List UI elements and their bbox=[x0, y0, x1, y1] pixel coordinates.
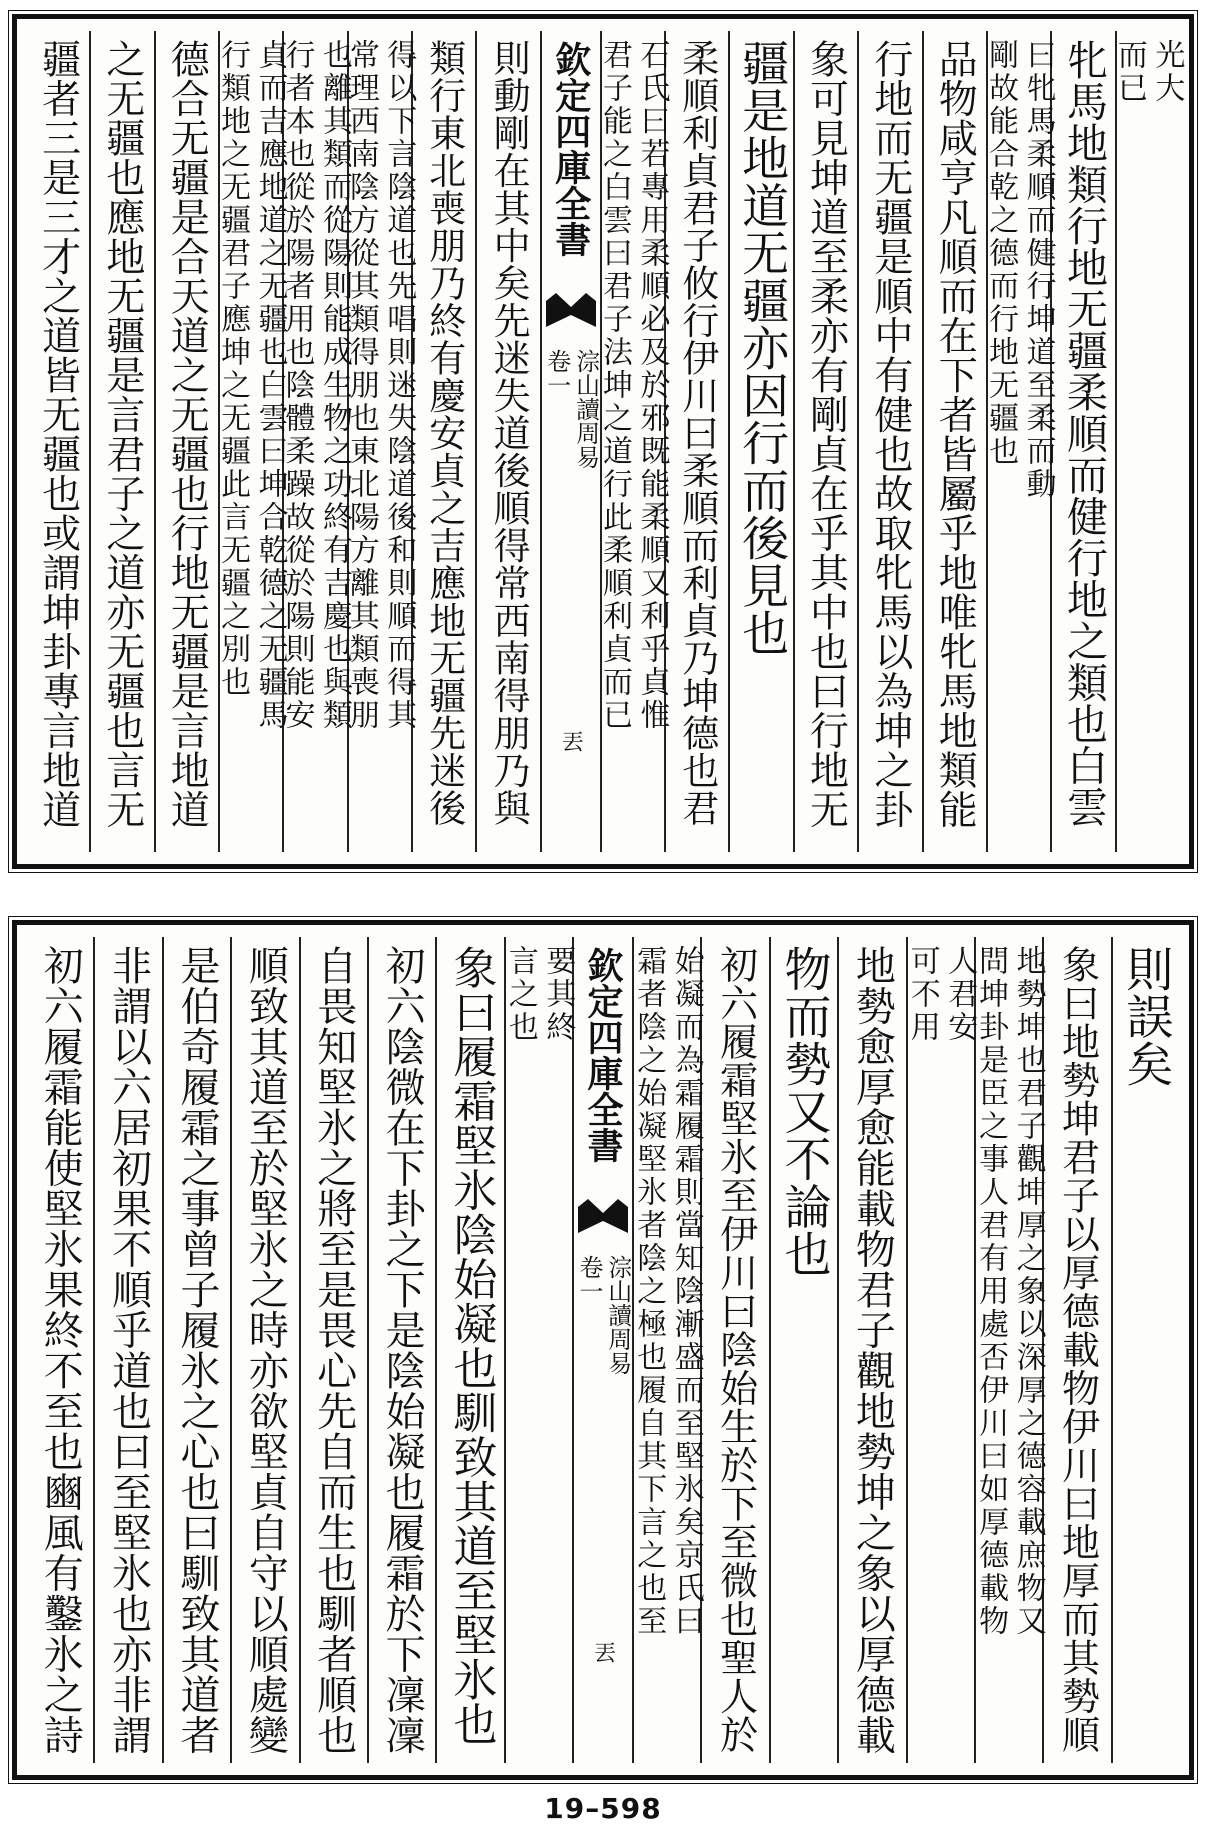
main-text: 地勢愈厚愈能載物君子觀地勢坤之象以厚德載 bbox=[849, 945, 896, 1755]
main-text: 行地而无疆是順中有健也故取牝馬以為坤之卦 bbox=[867, 39, 913, 829]
bottom-text-column bbox=[1042, 937, 1110, 1763]
leaf-number: 丟 bbox=[590, 1641, 616, 1663]
main-text: 品物咸亨凡順而在下者皆屬乎地唯牝馬地類能 bbox=[932, 39, 978, 829]
top-text-column bbox=[728, 31, 792, 852]
commentary-line: 人君安 bbox=[942, 945, 978, 1044]
commentary-line: 始凝而為霜履霜則當知陰漸盛而至堅氷矣京氏曰 bbox=[668, 945, 704, 1638]
fishtail-ornament-icon bbox=[546, 293, 596, 327]
commentary-note bbox=[595, 39, 670, 732]
bottom-page-columns bbox=[27, 937, 1179, 1763]
top-text-column bbox=[1111, 31, 1185, 852]
main-text: 則動剛在其中矣先迷失道後順得常西南得朋乃與 bbox=[487, 39, 531, 827]
commentary-line: 地勢坤也君子觀坤厚之象以深厚之德容載庶物又 bbox=[1010, 945, 1046, 1638]
main-text: 象曰履霜堅氷陰始凝也馴致其道至堅氷也 bbox=[445, 945, 497, 1746]
main-text: 物而勢又不論也 bbox=[776, 945, 832, 1278]
center-title-column bbox=[572, 937, 632, 1763]
main-text: 牝馬地類行地无疆柔順而健行地之類也白雲 bbox=[1059, 39, 1108, 828]
commentary-line: 曰牝馬柔順而健行坤道至柔而動 bbox=[1020, 39, 1056, 501]
bottom-text-column bbox=[700, 937, 768, 1763]
main-text: 柔順利貞君子攸行伊川曰柔順而利貞乃坤德也君 bbox=[675, 39, 719, 827]
book-title: 欽定四庫全書 bbox=[582, 947, 624, 1163]
commentary-note bbox=[630, 945, 705, 1638]
commentary-note bbox=[214, 39, 289, 732]
center-title-column bbox=[540, 31, 600, 852]
commentary-line: 要其終 bbox=[540, 945, 576, 1044]
main-text: 之无疆也應地无疆是言君子之道亦无疆也言无 bbox=[99, 39, 145, 829]
bottom-text-column bbox=[435, 937, 503, 1763]
top-text-column bbox=[793, 31, 857, 852]
top-text-column bbox=[343, 31, 417, 852]
main-text: 初六陰微在下卦之下是陰始凝也履霜於下凜凜 bbox=[379, 945, 426, 1755]
main-text: 德合无疆是合天道之无疆也行地无疆是言地道 bbox=[164, 39, 210, 829]
main-text: 疆者三是三才之道皆无疆也或謂坤卦專言地道 bbox=[35, 39, 81, 829]
commentary-note bbox=[1110, 39, 1185, 105]
main-text: 是伯奇履霜之事曾子履氷之心也曰馴致其道者 bbox=[173, 945, 220, 1755]
commentary-line: 言之也 bbox=[502, 945, 538, 1044]
book-subtitle-name: 淙山讀周易 bbox=[603, 1255, 632, 1375]
top-text-column bbox=[89, 31, 153, 852]
bottom-text-column bbox=[162, 937, 230, 1763]
bottom-text-column bbox=[1111, 937, 1179, 1763]
main-text: 象曰地勢坤君子以厚德載物伊川曰地厚而其勢順 bbox=[1055, 945, 1100, 1754]
bottom-text-column bbox=[904, 937, 978, 1763]
commentary-note bbox=[982, 39, 1057, 501]
main-text: 類行東北喪朋乃終有慶安貞之吉應地无疆先迷後 bbox=[422, 39, 466, 827]
bottom-text-column bbox=[27, 937, 93, 1763]
commentary-line: 霜者陰之始凝堅氷者陰之極也履自其下言之也至 bbox=[631, 945, 667, 1638]
main-text: 象可見坤道至柔亦有剛貞在乎其中也曰行地无 bbox=[803, 39, 849, 829]
top-text-column bbox=[411, 31, 475, 852]
bottom-page bbox=[12, 920, 1194, 1780]
leaf-number: 丟 bbox=[558, 730, 584, 752]
main-text: 疆是地道无疆亦因行而後見也 bbox=[734, 39, 790, 657]
top-text-column bbox=[27, 31, 89, 852]
page-number: 19–598 bbox=[544, 1792, 662, 1825]
commentary-line: 石氏曰若專用柔順必及於邪既能柔順又利乎貞惟 bbox=[634, 39, 670, 732]
book-subtitle bbox=[542, 349, 600, 469]
main-text: 則誤矣 bbox=[1118, 945, 1174, 1088]
commentary-line: 行者本也從於陽者用也陰體柔躁故從於陽則能安 bbox=[279, 39, 315, 732]
commentary-line: 常理西南陰方從其類得朋也東北陽方離其類喪朋 bbox=[343, 39, 379, 732]
top-text-column bbox=[664, 31, 728, 852]
bottom-text-column bbox=[367, 937, 435, 1763]
bottom-text-column bbox=[502, 937, 576, 1763]
commentary-line: 君子能之白雲曰君子法坤之道行此柔順利貞而已 bbox=[596, 39, 632, 732]
main-text: 自畏知堅氷之將至是畏心先自而生也馴者順也 bbox=[310, 945, 357, 1755]
commentary-line: 可不用 bbox=[904, 945, 940, 1044]
book-subtitle-name: 淙山讀周易 bbox=[571, 349, 600, 469]
top-text-column bbox=[475, 31, 539, 852]
main-text: 初六履霜堅氷至伊川曰陰始生於下至微也聖人於 bbox=[713, 945, 758, 1754]
commentary-line: 貞而吉應地道之无疆也白雲曰坤合乾德之无疆馬 bbox=[252, 39, 288, 732]
top-text-column bbox=[922, 31, 986, 852]
commentary-note bbox=[903, 945, 978, 1044]
top-text-column bbox=[857, 31, 921, 852]
bottom-text-column bbox=[93, 937, 161, 1763]
bottom-text-column bbox=[631, 937, 704, 1763]
commentary-line: 問坤卦是臣之事人君有用處否伊川曰如厚德載物 bbox=[973, 945, 1009, 1638]
commentary-line: 得以下言陰道也先唱則迷失陰道後和則順而得其 bbox=[381, 39, 417, 732]
book-subtitle bbox=[574, 1255, 632, 1375]
main-text: 順致其道至於堅氷之時亦欲堅貞自守以順處變 bbox=[242, 945, 289, 1755]
bottom-text-column bbox=[973, 937, 1046, 1763]
bottom-text-column bbox=[230, 937, 298, 1763]
bottom-text-column bbox=[299, 937, 367, 1763]
top-page bbox=[12, 14, 1194, 869]
commentary-line: 也離其類而從陽則能成生物之功終有吉慶也與類 bbox=[317, 39, 352, 732]
commentary-note bbox=[972, 945, 1047, 1638]
top-text-column bbox=[596, 31, 670, 852]
main-text: 非謂以六居初果不順乎道也曰至堅氷也亦非謂 bbox=[105, 945, 152, 1755]
top-text-column bbox=[1050, 31, 1114, 852]
top-text-column bbox=[215, 31, 288, 852]
volume-label: 卷一 bbox=[575, 1255, 603, 1303]
commentary-line: 光大 bbox=[1149, 39, 1185, 105]
fishtail-ornament-icon bbox=[578, 1199, 628, 1233]
top-text-column bbox=[983, 31, 1056, 852]
main-text: 初六履霜能使堅氷果終不至也豳風有鑿氷之詩 bbox=[37, 945, 84, 1755]
book-title: 欽定四庫全書 bbox=[549, 41, 592, 257]
volume-label: 卷一 bbox=[542, 349, 571, 397]
commentary-line: 行類地之无疆君子應坤之无疆此言无疆之別也 bbox=[215, 39, 251, 699]
top-text-column bbox=[154, 31, 218, 852]
commentary-note bbox=[501, 945, 576, 1044]
bottom-text-column bbox=[769, 937, 837, 1763]
commentary-line: 而已 bbox=[1111, 39, 1147, 105]
top-page-columns bbox=[27, 31, 1185, 852]
top-text-column bbox=[279, 31, 352, 852]
commentary-line: 剛故能合乾之德而行地无疆也 bbox=[983, 39, 1019, 468]
commentary-note bbox=[278, 39, 353, 732]
bottom-text-column bbox=[837, 937, 905, 1763]
commentary-note bbox=[342, 39, 417, 732]
